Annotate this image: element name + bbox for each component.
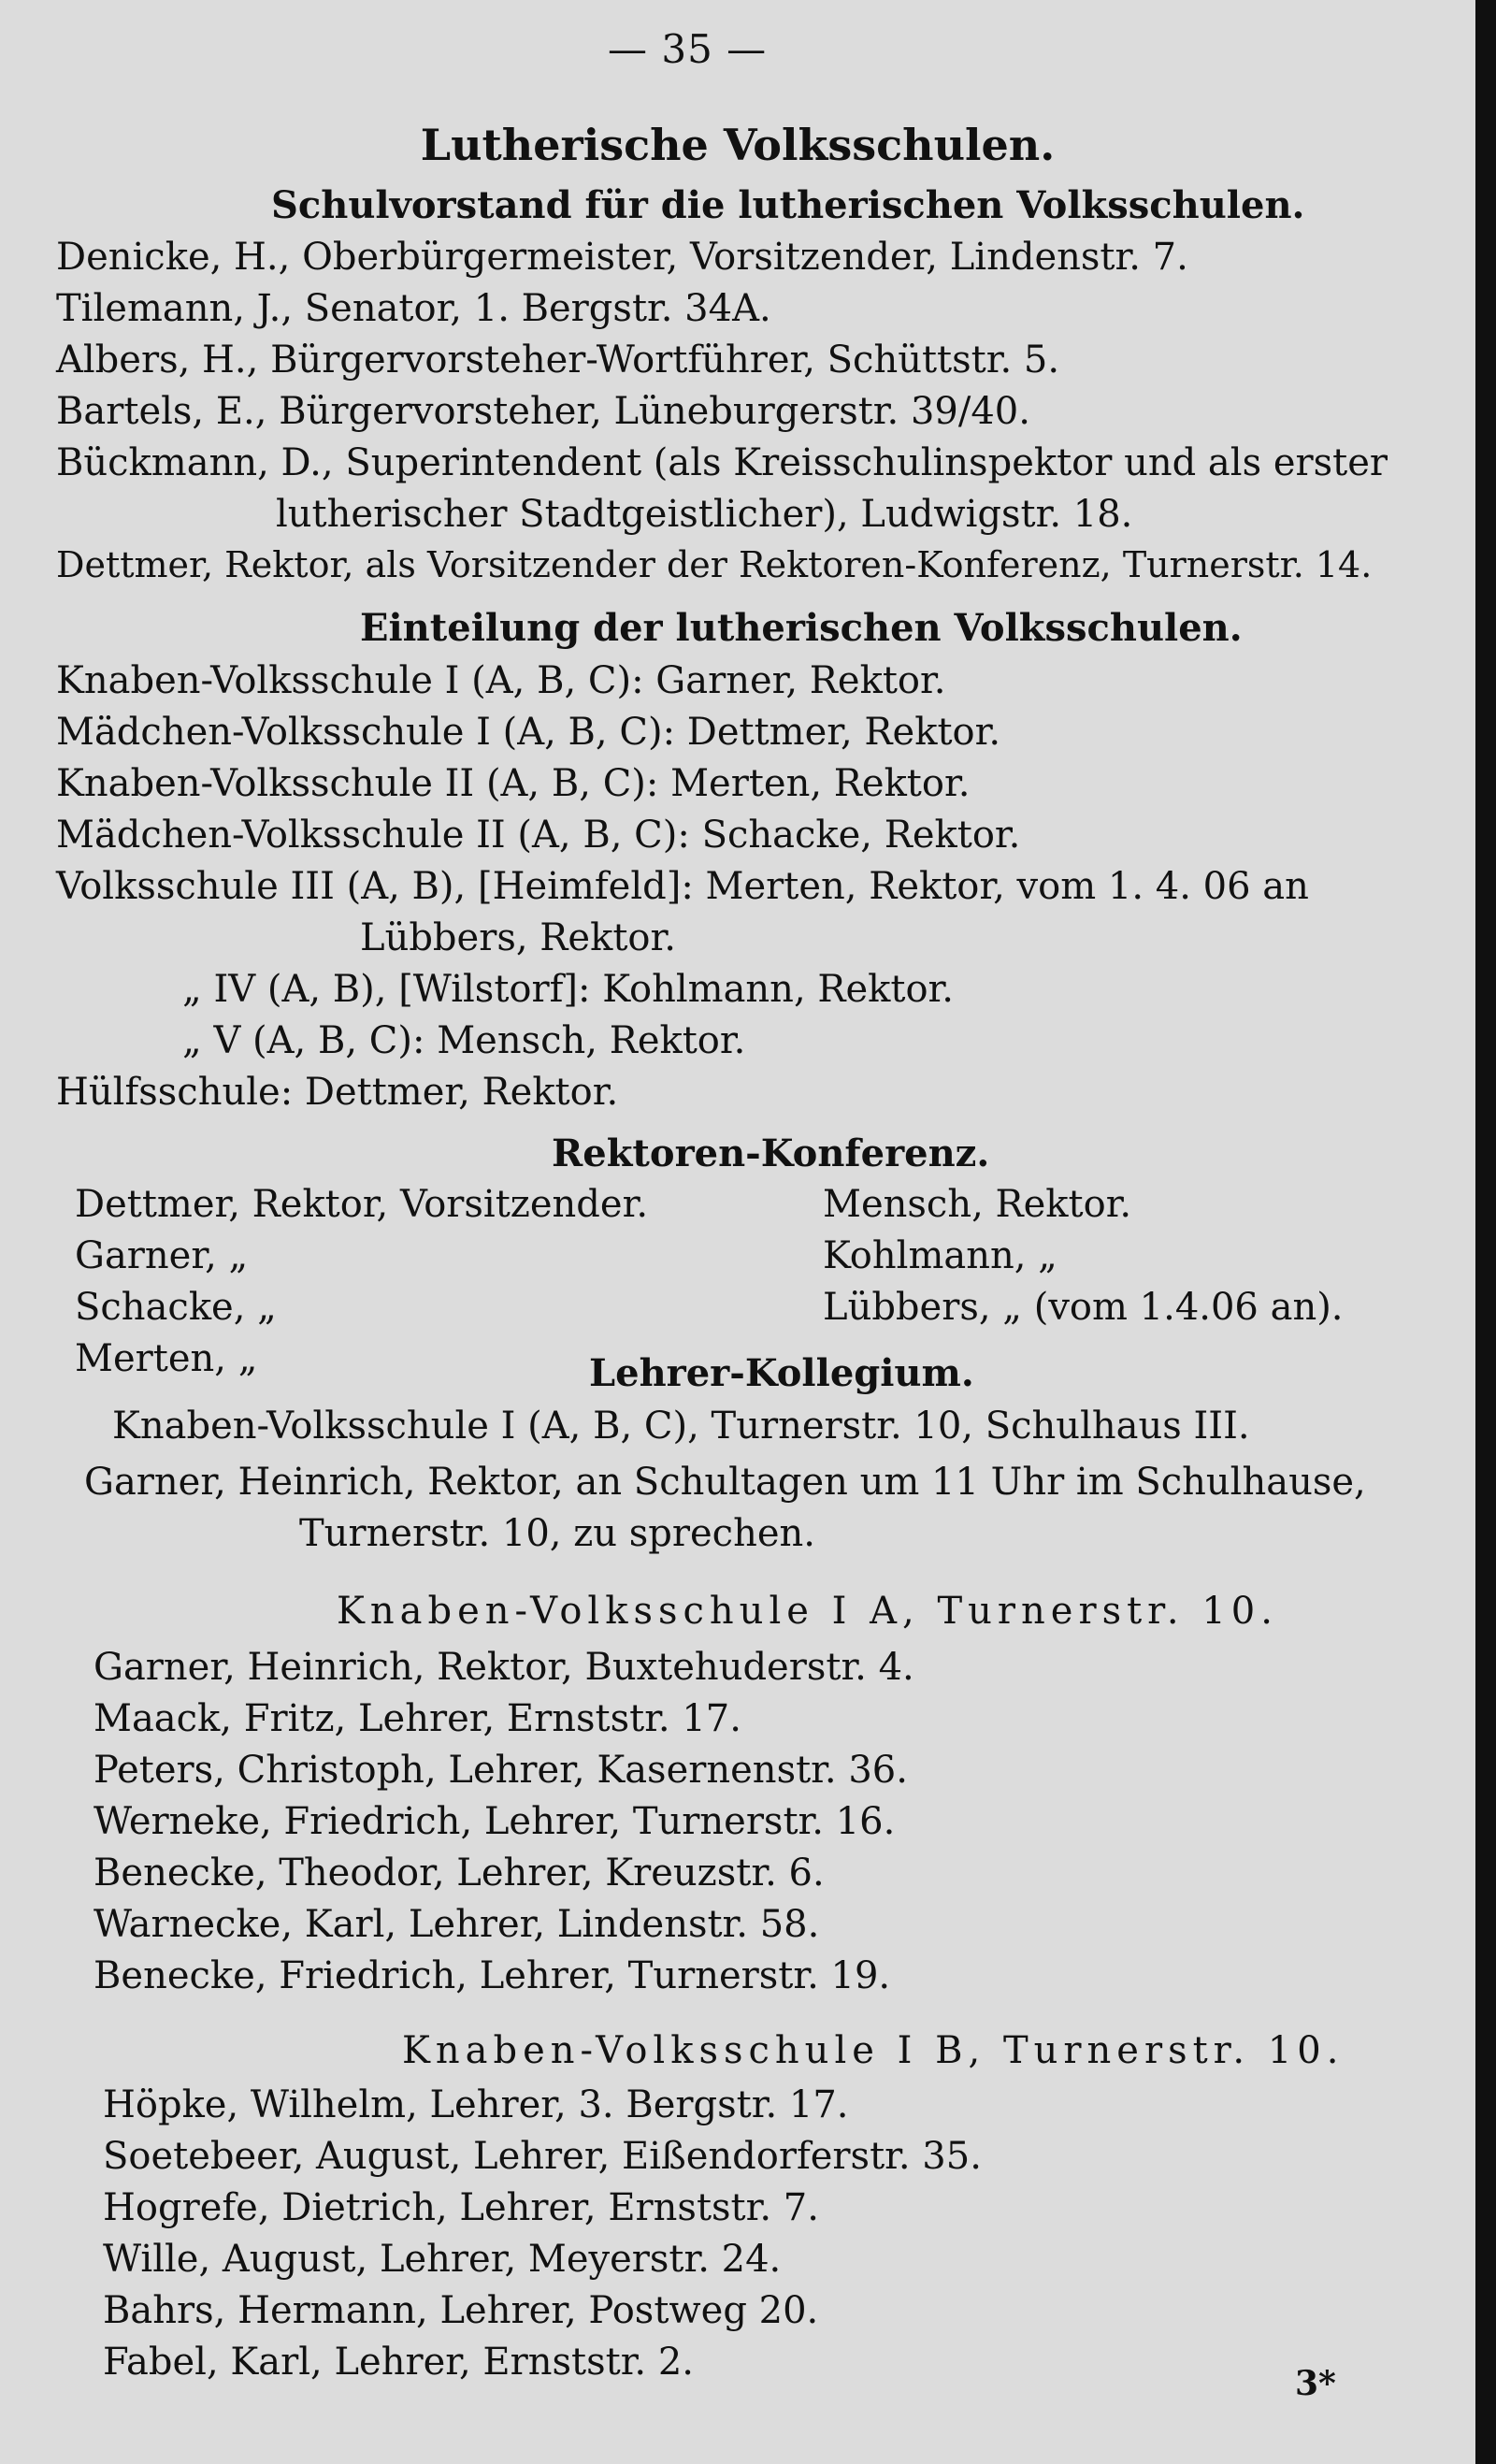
- einteilung-line: Knaben-Volksschule II (A, B, C): Merten, Rektor.: [56, 762, 971, 805]
- schulvorstand-line: Bückmann, D., Superintendent (als Kreisschulinspektor und als erster: [56, 441, 1388, 484]
- teacher-line: Soetebeer, August, Lehrer, Eißendorferstr. 35.: [103, 2135, 982, 2178]
- teacher-line: Peters, Christoph, Lehrer, Kasernenstr. 36.: [94, 1749, 908, 1792]
- rektoren-left-line: Schacke, „: [75, 1286, 277, 1329]
- page-title: Lutherische Volksschulen.: [420, 120, 1056, 170]
- schulvorstand-line: Tilemann, J., Senator, 1. Bergstr. 34A.: [56, 287, 771, 330]
- schulvorstand-heading: Schulvorstand für die lutherischen Volksschulen.: [271, 183, 1305, 227]
- school-1a-heading: Knaben-Volksschule I A, Turnerstr. 10.: [337, 1590, 1278, 1633]
- rektoren-heading: Rektoren-Konferenz.: [552, 1131, 990, 1175]
- teacher-line: Maack, Fritz, Lehrer, Ernststr. 17.: [94, 1697, 741, 1740]
- schulvorstand-line: Dettmer, Rektor, als Vorsitzender der Rektoren-Konferenz, Turnerstr. 14.: [56, 544, 1373, 585]
- teacher-line: Werneke, Friedrich, Lehrer, Turnerstr. 16.: [94, 1800, 896, 1843]
- rektoren-left-line: Merten, „: [75, 1337, 258, 1380]
- einteilung-heading: Einteilung der lutherischen Volksschulen.: [360, 606, 1243, 650]
- rektoren-left-line: Dettmer, Rektor, Vorsitzender.: [75, 1183, 649, 1226]
- teacher-line: Benecke, Friedrich, Lehrer, Turnerstr. 19.: [94, 1954, 891, 1997]
- rektoren-right-line: Mensch, Rektor.: [823, 1183, 1132, 1226]
- page-edge-shadow: [1475, 0, 1496, 2464]
- rektoren-right-line: Lübbers, „ (vom 1.4.06 an).: [823, 1286, 1344, 1329]
- teacher-line: Hogrefe, Dietrich, Lehrer, Ernststr. 7.: [103, 2186, 819, 2229]
- teacher-line: Bahrs, Hermann, Lehrer, Postweg 20.: [103, 2289, 819, 2332]
- schulvorstand-line: Denicke, H., Oberbürgermeister, Vorsitzender, Lindenstr. 7.: [56, 236, 1188, 279]
- page-number: — 35 —: [608, 26, 768, 72]
- einteilung-line: Volksschule III (A, B), [Heimfeld]: Merten, Rektor, vom 1. 4. 06 an: [56, 865, 1309, 908]
- einteilung-line: Mädchen-Volksschule I (A, B, C): Dettmer, Rektor.: [56, 711, 1001, 754]
- schulvorstand-line: Bartels, E., Bürgervorsteher, Lüneburgerstr. 39/40.: [56, 390, 1030, 433]
- einteilung-line: „ V (A, B, C): Mensch, Rektor.: [182, 1019, 746, 1062]
- einteilung-line: Knaben-Volksschule I (A, B, C): Garner, Rektor.: [56, 659, 946, 702]
- teacher-line: Benecke, Theodor, Lehrer, Kreuzstr. 6.: [94, 1852, 825, 1895]
- schulvorstand-line: Albers, H., Bürgervorsteher-Wortführer, Schüttstr. 5.: [56, 339, 1060, 382]
- rektoren-right-line: Kohlmann, „: [823, 1234, 1057, 1277]
- teacher-line: Warnecke, Karl, Lehrer, Lindenstr. 58.: [94, 1903, 820, 1946]
- kollegium-school-line: Knaben-Volksschule I (A, B, C), Turnerstr. 10, Schulhaus III.: [112, 1405, 1250, 1448]
- einteilung-line: Mädchen-Volksschule II (A, B, C): Schacke, Rektor.: [56, 814, 1021, 857]
- teacher-line: Fabel, Karl, Lehrer, Ernststr. 2.: [103, 2341, 695, 2384]
- einteilung-line: Lübbers, Rektor.: [360, 916, 676, 959]
- signature-mark: 3*: [1295, 2364, 1336, 2403]
- einteilung-line: Hülfsschule: Dettmer, Rektor.: [56, 1071, 619, 1114]
- kollegium-intro-line: Turnerstr. 10, zu sprechen.: [299, 1512, 815, 1555]
- teacher-line: Höpke, Wilhelm, Lehrer, 3. Bergstr. 17.: [103, 2083, 849, 2126]
- kollegium-heading: Lehrer-Kollegium.: [589, 1351, 974, 1395]
- kollegium-intro-line: Garner, Heinrich, Rektor, an Schultagen um 11 Uhr im Schulhause,: [84, 1461, 1366, 1504]
- teacher-line: Garner, Heinrich, Rektor, Buxtehuderstr. 4.: [94, 1646, 914, 1689]
- teacher-line: Wille, August, Lehrer, Meyerstr. 24.: [103, 2238, 782, 2281]
- school-1b-heading: Knaben-Volksschule I B, Turnerstr. 10.: [402, 2029, 1345, 2072]
- rektoren-left-line: Garner, „: [75, 1234, 249, 1277]
- einteilung-line: „ IV (A, B), [Wilstorf]: Kohlmann, Rektor.: [182, 968, 954, 1011]
- schulvorstand-line: lutherischer Stadtgeistlicher), Ludwigstr. 18.: [276, 493, 1133, 536]
